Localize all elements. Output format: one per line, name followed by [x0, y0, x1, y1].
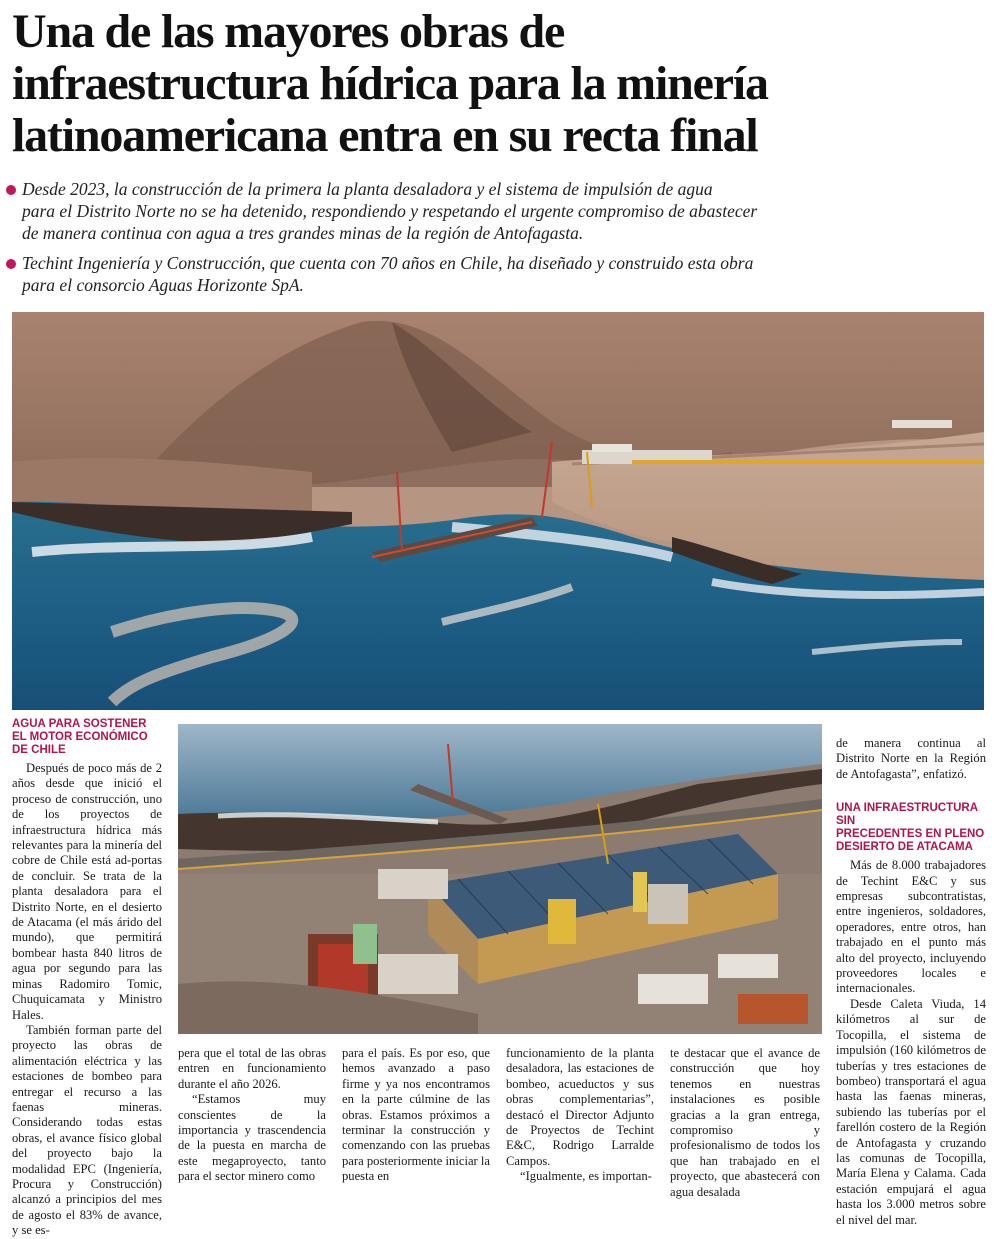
paragraph: También forman parte del proyecto las obras de alimentación eléctrica y las estaciones de bombeo para entregar el recurso a las faenas mineras. Considerando todas estas obras, el avance físico global del proyecto bajo la modalidad EPC (Ingeniería, Procura y Construcción) alcanzó a principios del mes de agosto el 83% de avance, y se es-	[12, 1022, 162, 1238]
paragraph: “Igualmente, es importan-	[520, 1169, 652, 1184]
bullet-dot-icon	[6, 185, 16, 195]
summary-bullet	[6, 178, 876, 244]
column-2	[178, 1046, 326, 1185]
headline-line-1: Una de las mayores obras de	[12, 5, 565, 58]
bullet-line: para el Distrito Norte no se ha detenido, respondiendo y respetando el urgente compromiso de abastecer	[22, 201, 758, 221]
bullet-line: Techint Ingeniería y Construcción, que cuenta con 70 años en Chile, ha diseñado y construido esta obra	[22, 253, 754, 273]
kicker-line: DESIERTO DE ATACAMA	[836, 841, 973, 854]
headline-line-2: infraestructura hídrica para la minería	[12, 57, 768, 110]
kicker-line: PRECEDENTES EN PLENO	[836, 828, 985, 841]
aerial-coast-photo	[12, 312, 984, 710]
section-kicker	[12, 718, 162, 757]
column-1	[12, 718, 162, 1239]
paragraph: pera que el total de las obras entren en funcionamiento durante el año 2026.	[178, 1046, 326, 1091]
paragraph: Desde Caleta Viuda, 14 kilómetros al sur de Tocopilla, el sistema de impulsión (160 kilómetros de tuberías y tres estaciones de bombeo) transportará el agua hasta las faenas mineras, subiendo las tuberías por el farellón costero de la Región de Antofagasta y cruzando las comunas de Tocopilla, María Elena y Calama. Cada estación empujará el agua hasta los 3.000 metros sobre el nivel del mar.	[836, 996, 986, 1227]
column-3	[342, 1046, 490, 1185]
paragraph: para el país. Es por eso, que hemos avanzado a paso firme y ya nos encontramos en la parte cúlmine de las obras. Estamos próximos a terminar la construcción y comenzando con las pruebas para posteriormente iniciar la puesta en	[342, 1046, 490, 1184]
bullet-dot-icon	[6, 259, 16, 269]
article-text	[836, 858, 986, 1228]
paragraph: Más de 8.000 trabajadores de Techint E&C y sus empresas subcontratistas, entre ingenieros, soldadores, operadores, entre otros, han trabajado en el punto más alto del proyecto, incluyendo proveedores locales e internacionales.	[836, 858, 986, 996]
bullet-line: Desde 2023, la construcción de la primera la planta desaladora y el sistema de impulsión de agua	[22, 179, 713, 199]
kicker-line: DE CHILE	[12, 744, 66, 756]
summary-bullets	[6, 178, 876, 304]
paragraph: de manera continua al Distrito Norte en la Región de Antofagasta”, enfatizó.	[836, 736, 986, 781]
article-text	[12, 761, 162, 1239]
article-text	[836, 736, 986, 782]
summary-bullet	[6, 252, 876, 296]
kicker-line: EL MOTOR ECONÓMICO	[12, 731, 148, 743]
paragraph: funcionamiento de la planta desaladora, las estaciones de bombeo, acueductos y sus obras complementarias”, destacó el Director Adjunto de Proyectos de Techint E&C, Rodrigo Larralde Campos.	[506, 1046, 654, 1168]
paragraph: te destacar que el avance de construcción que hoy tenemos en nuestras instalaciones es posible gracias a la gran entrega, compromiso y profesionalismo de todos los que han trabajado en el proyecto, que abastecerá con agua desalada	[670, 1046, 820, 1199]
column-4	[506, 1046, 654, 1185]
desalination-plant-photo	[178, 724, 822, 1034]
paragraph: Después de poco más de 2 años desde que inició el proceso de construcción, uno de los proyectos de infraestructura hídrica más relevantes para la minería del cobre de Chile está ad-portas de concluir. Se trata de la planta desaladora para el Distrito Norte, en el desierto de Atacama (el más árido del mundo), que permitirá bombear hasta 840 litros de agua por segundo para las minas Radomiro Tomic, Chuquicamata y Ministro Hales.	[12, 761, 162, 1022]
headline	[12, 6, 992, 162]
column-5	[670, 1046, 820, 1200]
kicker-line: UNA INFRAESTRUCTURA SIN	[836, 802, 978, 828]
kicker-line: AGUA PARA SOSTENER	[12, 718, 147, 730]
column-6	[836, 736, 986, 1228]
section-kicker	[836, 802, 986, 854]
headline-line-3: latinoamericana entra en su recta final	[12, 109, 758, 162]
bullet-line: de manera continua con agua a tres grandes minas de la región de Antofagasta.	[22, 223, 584, 243]
paragraph: “Estamos muy conscientes de la importancia y trascendencia de la puesta en marcha de este megaproyecto, tanto para el sector minero como	[178, 1092, 326, 1184]
bullet-line: para el consorcio Aguas Horizonte SpA.	[22, 275, 304, 295]
